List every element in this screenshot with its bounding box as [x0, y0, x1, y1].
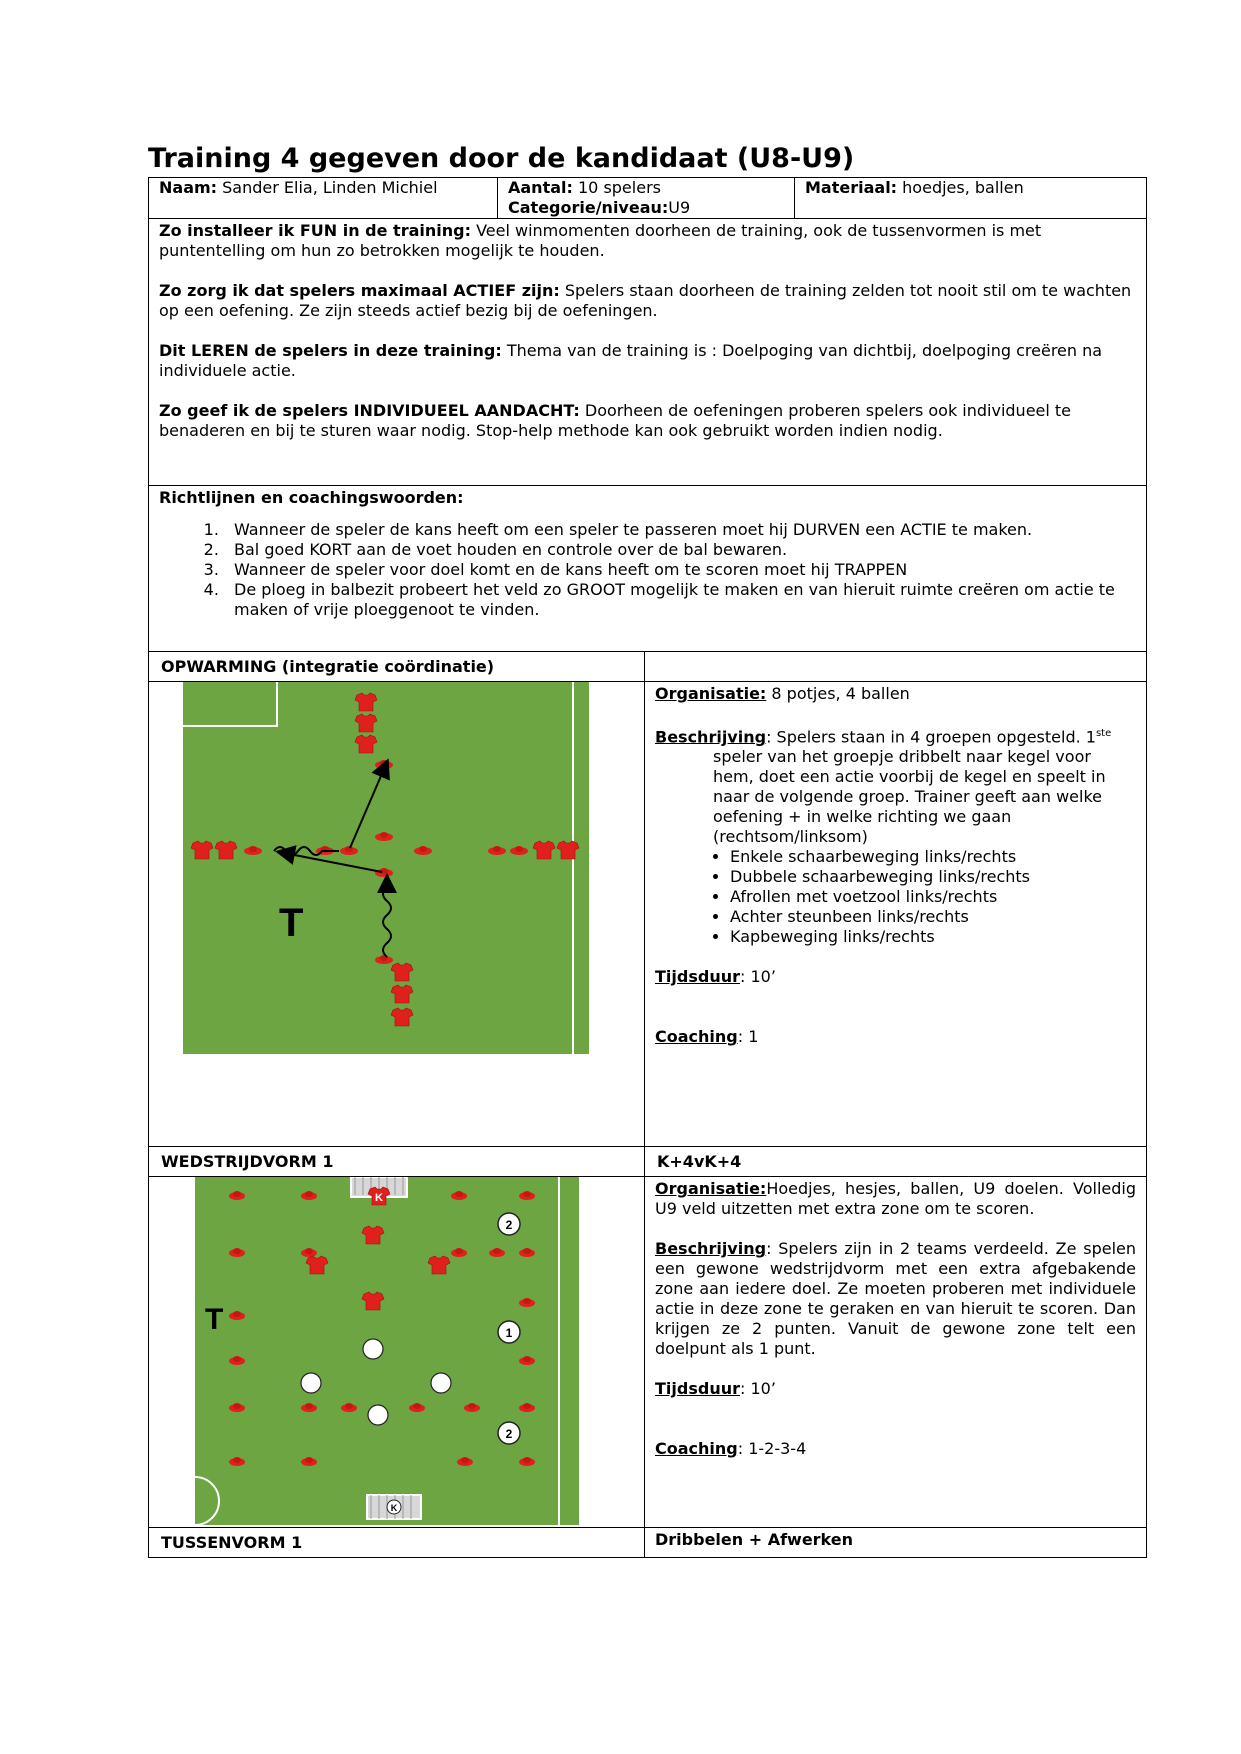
keeper-label: K	[390, 1503, 398, 1513]
warmup-row	[149, 682, 1147, 1147]
page-title: Training 4 gegeven door de kandidaat (U8-U9)	[148, 143, 855, 174]
match-text-cell	[645, 1177, 1147, 1528]
warmup-desc-cont: speler van het groepje dribbelt naar kegel voor hem, doet een actie voorbij de kegel en speelt in naar de volgende groep. Trainer geeft aan welke oefening + in welke richting we gaan (rechtsom/linksom)	[713, 747, 1106, 847]
warmup-coaching	[655, 1027, 1136, 1047]
materiaal-value: hoedjes, ballen	[897, 178, 1024, 197]
aantal-label: Aantal:	[508, 178, 573, 197]
intro-cell	[149, 219, 1147, 486]
aantal-cell	[498, 178, 795, 219]
training-table	[148, 177, 1147, 1558]
time-label: Tijdsduur	[655, 967, 740, 987]
warmup-heading-right	[645, 652, 1147, 682]
trainer-label: T	[205, 1303, 224, 1336]
aandacht-paragraph	[159, 401, 1136, 441]
desc-text: : Spelers zijn in 2 teams verdeeld. Ze spelen een gewone wedstrijdvorm met een extra afgebakende zone aan iedere doel. Ze moeten proberen met individuele actie in deze zone te geraken en van hieruit te scoren. Dan krijgen ze 2 punten. Vanuit de gewone zone telt een doelpunt als 1 punt.	[655, 1239, 1136, 1358]
aantal-value: 10 spelers	[572, 178, 661, 197]
guidelines-title: Richtlijnen en coachingswoorden:	[159, 488, 464, 507]
match-heading-row	[149, 1147, 1147, 1177]
match-diagram	[149, 1177, 626, 1527]
fun-paragraph	[159, 221, 1136, 261]
leren-label: Dit LEREN de spelers in deze training:	[159, 341, 502, 360]
warmup-desc	[655, 724, 1136, 747]
match-heading: WEDSTRIJDVORM 1	[149, 1147, 645, 1177]
desc-label: Beschrijving	[655, 1239, 767, 1258]
coach-label: Coaching	[655, 1439, 738, 1458]
warmup-heading: OPWARMING (integratie coördinatie)	[149, 652, 645, 682]
guideline-item: 3. Wanneer de speler voor doel komt en de kans heeft om te scoren moet hij TRAPPEN	[224, 560, 1136, 580]
keeper-label: K	[375, 1192, 383, 1204]
guidelines-list	[159, 520, 1136, 620]
coach-text: : 1-2-3-4	[737, 1439, 807, 1458]
warmup-heading-row	[149, 652, 1147, 682]
match-row	[149, 1177, 1147, 1528]
naam-label: Naam:	[159, 178, 218, 197]
zone-label: 2	[505, 1218, 513, 1232]
match-field	[195, 1177, 579, 1525]
actief-label: Zo zorg ik dat spelers maximaal ACTIEF zijn:	[159, 281, 560, 300]
match-heading-right: K+4vK+4	[645, 1147, 1147, 1177]
warmup-org	[655, 684, 1136, 704]
org-label: Organisatie:	[655, 684, 767, 703]
naam-cell	[149, 178, 498, 219]
time-label: Tijdsduur	[655, 1379, 740, 1398]
coach-label: Coaching	[655, 1027, 738, 1047]
leren-text: Thema van de training is : Doelpoging van dichtbij, doelpoging creëren na individuele actie.	[159, 341, 1103, 380]
aandacht-label: Zo geef ik de spelers INDIVIDUEEL AANDACHT:	[159, 401, 580, 420]
match-time	[655, 1379, 1136, 1399]
intro-row	[149, 219, 1147, 486]
time-text: : 10’	[739, 967, 776, 987]
move-item: • Enkele schaarbeweging links/rechts	[730, 847, 1136, 867]
actief-paragraph	[159, 281, 1136, 321]
categorie-label: Categorie/niveau:	[508, 198, 669, 217]
guideline-item: 1. Wanneer de speler de kans heeft om een speler te passeren moet hij DURVEN een ACTIE te maken.	[224, 520, 1136, 540]
white-player	[368, 1405, 388, 1425]
guidelines-row	[149, 486, 1147, 652]
tussenvorm-heading: TUSSENVORM 1	[149, 1528, 645, 1558]
move-item: • Kapbeweging links/rechts	[730, 927, 1136, 947]
tussenvorm-heading-right: Dribbelen + Afwerken	[645, 1528, 1147, 1558]
move-item: • Achter steunbeen links/rechts	[730, 907, 1136, 927]
trainer-label: T	[279, 901, 304, 945]
warmup-text-cell	[645, 682, 1147, 1147]
org-label: Organisatie:	[655, 1179, 767, 1198]
desc-text: : Spelers staan in 4 groepen opgesteld. 1	[766, 727, 1096, 747]
org-text: Hoedjes, hesjes, ballen, U9 doelen. Volledig U9 veld uitzetten met extra zone om te scoren.	[655, 1179, 1136, 1218]
match-coaching	[655, 1439, 1136, 1459]
aandacht-text: Doorheen de oefeningen proberen spelers ook individueel te benaderen en bij te sturen waar nodig. Stop-help methode kan ook gebruikt worden indien nodig.	[159, 401, 1072, 440]
zone-label: 2	[505, 1427, 513, 1441]
actief-text: Spelers staan doorheen de training zelden tot nooit stil om te wachten op een oefening. Ze zijn steeds actief bezig bij de oefeningen.	[159, 281, 1132, 320]
match-desc	[655, 1239, 1136, 1359]
warmup-time	[655, 967, 1136, 987]
naam-value: Sander Elia, Linden Michiel	[217, 178, 438, 197]
zone-label: 1	[505, 1326, 513, 1340]
move-item: • Afrollen met voetzool links/rechts	[730, 887, 1136, 907]
match-diagram-cell	[149, 1177, 645, 1528]
guideline-item: 2. Bal goed KORT aan de voet houden en controle over de bal bewaren.	[224, 540, 1136, 560]
warmup-diagram	[149, 682, 626, 1146]
materiaal-label: Materiaal:	[805, 178, 898, 197]
time-text: : 10’	[739, 1379, 776, 1398]
fun-text: Veel winmomenten doorheen de training, ook de tussenvormen is met puntentelling om hun zo betrokken mogelijk te houden.	[159, 221, 1042, 260]
warmup-diagram-cell	[149, 682, 645, 1147]
org-text: 8 potjes, 4 ballen	[766, 684, 910, 703]
fun-label: Zo installeer ik FUN in de training:	[159, 221, 471, 240]
white-player	[301, 1373, 321, 1393]
moves-list	[655, 847, 1136, 947]
header-row	[149, 178, 1147, 219]
guideline-item: 4. De ploeg in balbezit probeert het veld zo GROOT mogelijk te maken en van hieruit ruimte creëren om actie te maken of vrije ploeggenoot te vinden.	[224, 580, 1136, 620]
move-item: • Dubbele schaarbeweging links/rechts	[730, 867, 1136, 887]
desc-sup: ste	[1095, 728, 1112, 739]
warmup-field	[183, 682, 589, 1054]
materiaal-cell	[795, 178, 1147, 219]
coach-text: : 1	[737, 1027, 759, 1047]
tussenvorm-heading-row	[149, 1528, 1147, 1558]
match-org	[655, 1179, 1136, 1219]
categorie-value: U9	[668, 198, 691, 217]
white-player	[363, 1339, 383, 1359]
desc-label: Beschrijving	[655, 727, 767, 747]
white-player	[431, 1373, 451, 1393]
leren-paragraph	[159, 341, 1136, 381]
guidelines-cell	[149, 486, 1147, 652]
